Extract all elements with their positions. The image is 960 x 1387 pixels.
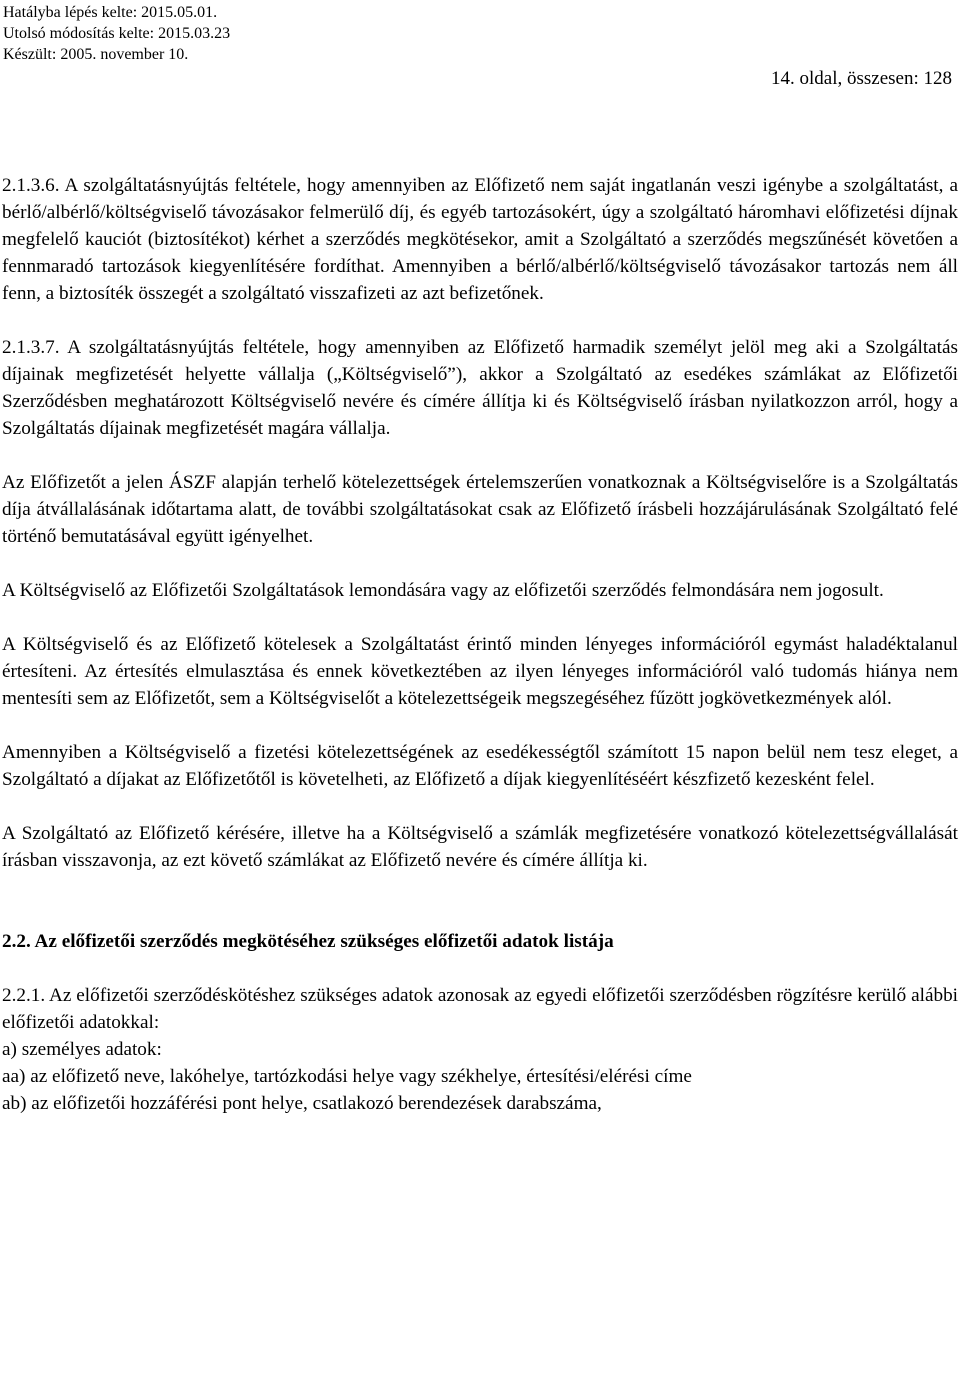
paragraph-2-1-3-7: 2.1.3.7. A szolgáltatásnyújtás feltétele, hogy amennyiben az Előfizető harmadik személyt jelöl meg aki a Szolgáltatás díjainak megfizetését helyette vállalja („Költségviselő”), akkor a Szolgáltató az esedékes számlákat az Előfizetői Szerződésben meghatározott Költségviselő nevére és címére állítja ki és Költségviselő írásban nyilatkozzon arról, hogy a Szolgáltatás díjainak megfizetését magára vállalja. [2, 337, 958, 439]
page-number: 14. oldal, összesen: 128 [770, 68, 952, 89]
list-item-a: a) személyes adatok: [2, 1039, 162, 1060]
paragraph-cancellation: A Költségviselő az Előfizetői Szolgáltatások lemondására vagy az előfizetői szerződés felmondására nem jogosult. [2, 580, 884, 601]
document-body [2, 172, 958, 1117]
paragraph-billing-address: A Szolgáltató az Előfizető kérésére, illetve ha a Költségviselő a számlák megfizetésére vonatkozó kötelezettségvállalását írásban visszavonja, az ezt követő számlákat az Előfizető nevére és címére állítja ki. [2, 823, 958, 871]
paragraph-2-2-1: 2.2.1. Az előfizetői szerződéskötéshez szükséges adatok azonosak az egyedi előfizetői szerződésben rögzítésre kerülő alábbi előfizetői adatokkal: [2, 985, 958, 1033]
paragraph-notification: A Költségviselő és az Előfizető kötelesek a Szolgáltatást érintő minden lényeges információról egymást haladéktalanul értesíteni. Az értesítés elmulasztása és ennek következtében az ilyen lényeges információról való tudomás hiánya nem mentesíti sem az Előfizetőt, sem a Költségviselőt a kötelezettségeik megszegéséhez fűzött jogkövetkezmények alól. [2, 634, 958, 709]
paragraph-2-1-3-6: 2.1.3.6. A szolgáltatásnyújtás feltétele, hogy amennyiben az Előfizető nem saját ingatlanán veszi igénybe a szolgáltatást, a bérlő/albérlő/költségviselő távozásakor felmerülő díj, és egyéb tartozásokért, úgy a szolgáltató háromhavi előfizetési díjnak megfelelő kauciót (biztosítékot) kérhet a szerződés megkötésekor, amit a Szolgáltató a szerződés megszűnését követően a fennmaradó tartozások kiegyenlítésére fordíthat. Amennyiben a bérlő/albérlő/költségviselő távozásakor tartozás nem áll fenn, a biztosíték összegét a szolgáltató visszafizeti az azt befizetőnek. [2, 175, 958, 304]
list-item-ab: ab) az előfizetői hozzáférési pont helye, csatlakozó berendezések darabszáma, [2, 1093, 602, 1114]
document-header [3, 2, 230, 65]
created-date: Készült: 2005. november 10. [3, 46, 189, 63]
paragraph-payment-default: Amennyiben a Költségviselő a fizetési kötelezettségének az esedékességtől számított 15 napon belül nem tesz eleget, a Szolgáltató a díjakat az Előfizetőtől is követelheti, az Előfizető a díjak kiegyenlítéséért készfizető kezesként felel. [2, 742, 958, 790]
spacer [2, 901, 958, 928]
last-modified-date: Utolsó módosítás kelte: 2015.03.23 [3, 25, 231, 42]
section-title: 2.2. Az előfizetői szerződés megkötéséhez szükséges előfizetői adatok listája [2, 931, 614, 952]
effective-date: Hatályba lépés kelte: 2015.05.01. [3, 4, 218, 21]
paragraph-aszf-obligations: Az Előfizetőt a jelen ÁSZF alapján terhelő kötelezettségek értelemszerűen vonatkoznak a Költségviselőre is a Szolgáltatás díja átvállalásának időtartama alatt, de további szolgáltatásokat csak az Előfizető írásbeli hozzájárulásának Szolgáltató felé történő bemutatásával együtt igényelhet. [2, 472, 958, 547]
list-item-aa: aa) az előfizető neve, lakóhelye, tartózkodási helye vagy székhelye, értesítési/elérési címe [2, 1066, 692, 1087]
